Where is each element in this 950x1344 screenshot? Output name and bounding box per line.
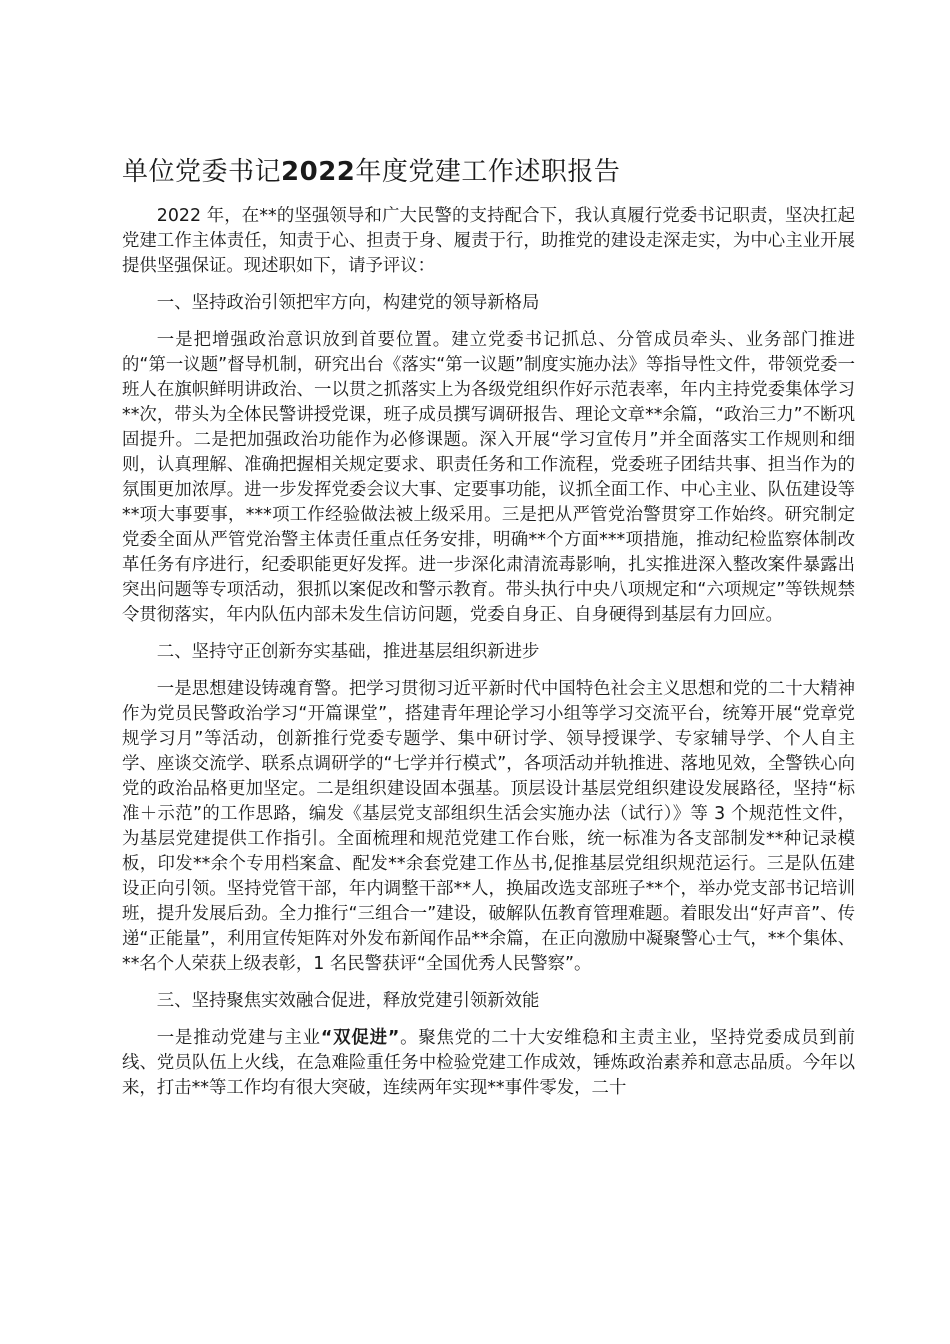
document-title xyxy=(122,152,855,192)
section-3-heading: 三、坚持聚焦实效融合促进，释放党建引领新效能 xyxy=(156,991,540,1011)
title-suffix: 年度党建工作述职报告 xyxy=(355,157,621,187)
document-page xyxy=(122,152,855,1101)
section-3-lead-bold: “双促进” xyxy=(320,1028,400,1048)
title-prefix: 单位党委书记 xyxy=(122,157,282,187)
section-2-body: 一是思想建设铸魂育警。把学习贯彻习近平新时代中国特色社会主义思想和党的二十大精神作为党员民警政治学习“开篇课堂”，搭建青年理论学习小组等学习交流平台，统筹开展“党章党规学习月”等活动，创新推行党委专题学、集中研讨学、领导授课学、专家辅导学、个人自主学、座谈交流学、联系点调研学的“七学并行模式”，各项活动并轨推进、落地见效，全警铁心向党的政治品格更加坚定。二是组织建设固本强基。顶层设计基层党组织建设发展路径，坚持“标准＋示范”的工作思路，编发《基层党支部组织生活会实施办法（试行）》等 3 个规范性文件，为基层党建提供工作指引。全面梳理和规范党建工作台账，统一标准为各支部制发**种记录模板，印发**余个专用档案盒、配发**余套党建工作丛书,促推基层党组织规范运行。三是队伍建设正向引领。坚持党管干部，年内调整干部**人，换届改选支部班子**个，举办党支部书记培训班，提升发展后劲。全力推行“三组合一”建设，破解队伍教育管理难题。着眼发出“好声音”、传递“正能量”，利用宣传矩阵对外发布新闻作品**余篇，在正向激励中凝聚警心士气，**个集体、**名个人荣获上级表彰，1 名民警获评“全国优秀人民警察”。 xyxy=(122,679,855,974)
section-1-heading: 一、坚持政治引领把牢方向，构建党的领导新格局 xyxy=(156,293,540,313)
section-3-text: 。聚焦党的二十大安维稳和主责主业，坚持党委成员到前线、党员队伍上火线，在急难险重任务中检验党建工作成效，锤炼政治素养和意志品质。今年以来，打击**等工作均有很大突破，连续两年实现**事件零发，二十 xyxy=(122,1028,855,1098)
intro-paragraph: 2022 年，在**的坚强领导和广大民警的支持配合下，我认真履行党委书记职责，坚决扛起党建工作主体责任，知责于心、担责于身、履责于行，助推党的建设走深走实，为中心主业开展提供坚强保证。现述职如下，请予评议： xyxy=(122,206,855,276)
section-1-body: 一是把增强政治意识放到首要位置。建立党委书记抓总、分管成员牵头、业务部门推进的“第一议题”督导机制，研究出台《落实“第一议题”制度实施办法》等指导性文件，带领党委一班人在旗帜鲜明讲政治、一以贯之抓落实上为各级党组织作好示范表率，年内主持党委集体学习**次，带头为全体民警讲授党课，班子成员撰写调研报告、理论文章**余篇，“政治三力”不断巩固提升。二是把加强政治功能作为必修课题。深入开展“学习宣传月”并全面落实工作规则和细则，认真理解、准确把握相关规定要求、职责任务和工作流程，党委班子团结共事、担当作为的氛围更加浓厚。进一步发挥党委会议大事、定要事功能，议抓全面工作、中心主业、队伍建设等**项大事要事，***项工作经验做法被上级采用。三是把从严管党治警贯穿工作始终。研究制定党委全面从严管党治警主体责任重点任务安排，明确**个方面***项措施，推动纪检监察体制改革任务有序进行，纪委职能更好发挥。进一步深化肃清流毒影响，扎实推进深入整改案件暴露出突出问题等专项活动，狠抓以案促改和警示教育。带头执行中央八项规定和“六项规定”等铁规禁令贯彻落实，年内队伍内部未发生信访问题，党委自身正、自身硬得到基层有力回应。 xyxy=(122,330,855,625)
section-3-lead: 一是推动党建与主业 xyxy=(156,1028,321,1048)
title-year: 2022 xyxy=(281,157,356,187)
section-3-body xyxy=(122,1026,855,1101)
section-2-heading: 二、坚持守正创新夯实基础，推进基层组织新进步 xyxy=(156,642,540,662)
